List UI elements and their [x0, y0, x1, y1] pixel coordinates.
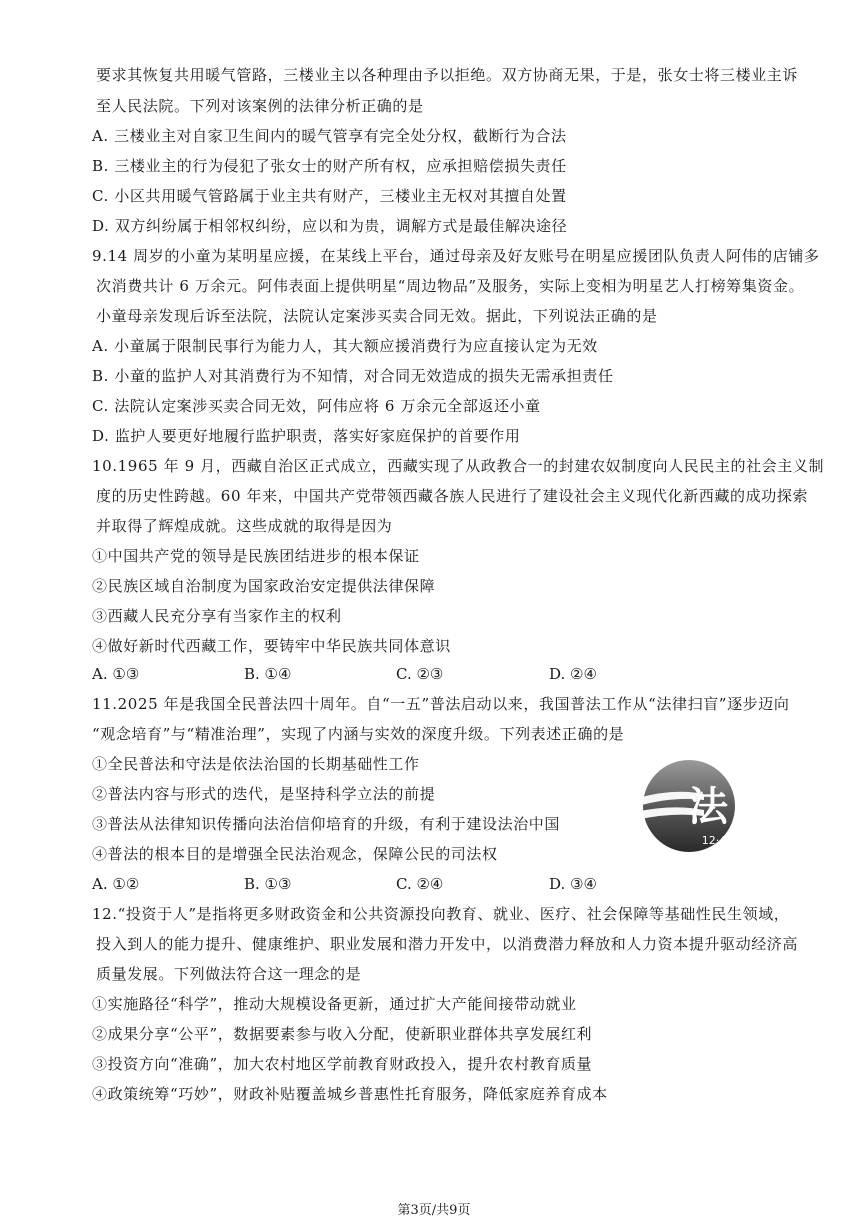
- q11-item-2: ②普法内容与形式的迭代，是坚持科学立法的前提: [92, 785, 436, 803]
- q10-choice-d: D. ②④: [549, 665, 597, 683]
- q8-stem-line-2: 至人民法院。下列对该案例的法律分析正确的是: [96, 97, 424, 115]
- q10-choice-c: C. ②③: [396, 665, 444, 683]
- q11-item-4: ④普法的根本目的是增强全民法治观念，保障公民的司法权: [92, 845, 498, 863]
- q8-option-a: A. 三楼业主对自家卫生间内的暖气管享有完全处分权，截断行为合法: [92, 127, 567, 145]
- q9-stem-line-3: 小童母亲发现后诉至法院，法院认定案涉买卖合同无效。据此，下列说法正确的是: [96, 307, 658, 325]
- q11-choice-c: C. ②④: [396, 875, 444, 893]
- q10-item-3: ③西藏人民充分享有当家作主的权利: [92, 607, 342, 625]
- q10-stem-line-3: 并取得了辉煌成就。这些成就的取得是因为: [96, 517, 393, 535]
- q12-item-2: ②成果分享“公平”，数据要素参与收入分配，使新职业群体共享发展红利: [92, 1025, 593, 1043]
- q10-choices: [0, 664, 868, 684]
- q11-choice-b: B. ①③: [244, 875, 292, 893]
- q10-choice-a: A. ①③: [92, 665, 140, 683]
- q11-item-1: ①全民普法和守法是依法治国的长期基础性工作: [92, 755, 420, 773]
- q8-option-d: D. 双方纠纷属于相邻权纠纷，应以和为贵，调解方式是最佳解决途径: [92, 217, 568, 235]
- q12-stem-line-2: 投入到人的能力提升、健康维护、职业发展和潜力开发中，以消费潜力释放和人力资本提升驱动经济高: [96, 935, 799, 953]
- q11-stem-line-2: “观念培育”与“精准治理”，实现了内涵与实效的深度升级。下列表述正确的是: [92, 725, 625, 743]
- q9-option-a: A. 小童属于限制民事行为能力人，其大额应援消费行为应直接认定为无效: [92, 337, 598, 355]
- q8-option-b: B. 三楼业主的行为侵犯了张女士的财产所有权，应承担赔偿损失责任: [92, 157, 567, 175]
- q11-choices: [0, 874, 868, 894]
- q9-option-b: B. 小童的监护人对其消费行为不知情，对合同无效造成的损失无需承担责任: [92, 367, 614, 385]
- q11-choice-d: D. ③④: [549, 875, 597, 893]
- q12-item-4: ④政策统筹“巧妙”，财政补贴覆盖城乡普惠性托育服务，降低家庭养育成本: [92, 1085, 608, 1103]
- q10-item-1: ①中国共产党的领导是民族团结进步的根本保证: [92, 547, 420, 565]
- q9-option-d: D. 监护人要更好地履行监护职责，落实好家庭保护的首要作用: [92, 427, 521, 445]
- q9-option-c: C. 法院认定案涉买卖合同无效，阿伟应将 6 万余元全部返还小童: [92, 397, 541, 415]
- q11-item-3: ③普法从法律知识传播向法治信仰培育的升级，有利于建设法治中国: [92, 815, 561, 833]
- page-number: 第3页/共9页: [397, 1203, 471, 1218]
- q10-choice-b: B. ①④: [244, 665, 292, 683]
- q10-stem-line-2: 度的历史性跨越。60 年来，中国共产党带领西藏各族人民进行了建设社会主义现代化新西藏的成功探索: [96, 487, 809, 505]
- q12-stem-line-1: 12.“投资于人”是指将更多财政资金和公共资源投向教育、就业、医疗、社会保障等基础性民生领域，: [92, 905, 790, 923]
- q12-item-3: ③投资方向“准确”，加大农村地区学前教育财政投入，提升农村教育质量: [92, 1055, 593, 1073]
- logo-law-character: 法: [688, 784, 728, 830]
- q11-choice-a: A. ①②: [92, 875, 140, 893]
- logo-date-label: 12·4: [701, 834, 727, 847]
- q9-stem-line-1: 9.14 周岁的小童为某明星应援，在某线上平台，通过母亲及好友账号在明星应援团队负责人阿伟的店铺多: [92, 247, 820, 265]
- q8-stem-line-1: 要求其恢复共用暖气管路，三楼业主以各种理由予以拒绝。双方协商无果，于是，张女士将三楼业主诉: [96, 66, 799, 84]
- q9-stem-line-2: 次消费共计 6 万余元。阿伟表面上提供明星“周边物品”及服务，实际上变相为明星艺人打榜筹集资金。: [96, 277, 805, 295]
- q8-option-c: C. 小区共用暖气管路属于业主共有财产，三楼业主无权对其擅自处置: [92, 187, 567, 205]
- law-day-logo: [634, 758, 744, 854]
- q10-item-4: ④做好新时代西藏工作，要铸牢中华民族共同体意识: [92, 637, 451, 655]
- q10-stem-line-1: 10.1965 年 9 月，西藏自治区正式成立，西藏实现了从政教合一的封建农奴制度向人民民主的社会主义制: [92, 457, 825, 475]
- q12-stem-line-3: 质量发展。下列做法符合这一理念的是: [96, 965, 362, 983]
- q10-item-2: ②民族区域自治制度为国家政治安定提供法律保障: [92, 577, 436, 595]
- q12-item-1: ①实施路径“科学”，推动大规模设备更新，通过扩大产能间接带动就业: [92, 995, 577, 1013]
- q11-stem-line-1: 11.2025 年是我国全民普法四十周年。自“一五”普法启动以来，我国普法工作从“法律扫盲”逐步迈向: [92, 695, 790, 713]
